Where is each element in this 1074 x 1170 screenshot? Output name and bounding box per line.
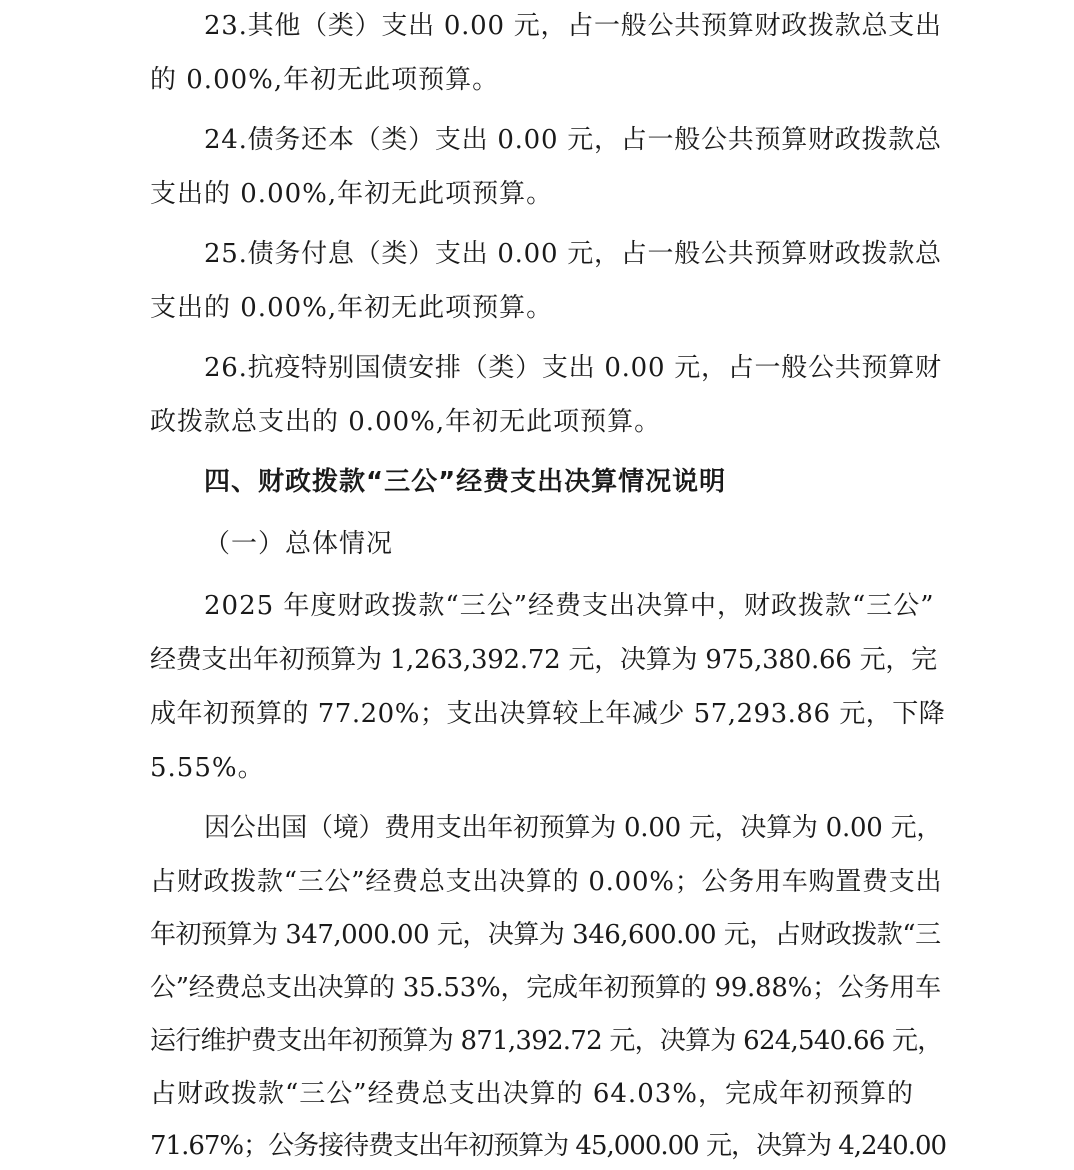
para1-line-3: 成年初预算的 77.20%；支出决算较上年减少 57,293.86 元，下降 [150, 699, 946, 729]
para1-line-2: 经费支出年初预算为 1,263,392.72 元，决算为 975,380.66 元，完 [150, 645, 937, 675]
para2-line-5: 运行维护费支出年初预算为 871,392.72 元，决算为 624,540.66 元， [150, 1026, 943, 1056]
item-23-line-2: 的 0.00%,年初无此项预算。 [150, 65, 500, 95]
section-heading: 四、财政拨款“三公”经费支出决算情况说明 [204, 467, 727, 497]
item-24-line-1: 24.债务还本（类）支出 0.00 元，占一般公共预算财政拨款总 [204, 125, 942, 155]
item-26-line-2: 政拨款总支出的 0.00%,年初无此项预算。 [150, 407, 662, 437]
item-23-line-1: 23.其他（类）支出 0.00 元，占一般公共预算财政拨款总支出 [204, 11, 942, 41]
para2-line-6: 占财政拨款“三公”经费总支出决算的 64.03%，完成年初预算的 [150, 1079, 914, 1109]
sub-heading: （一）总体情况 [204, 529, 394, 559]
para2-line-4: 公”经费总支出决算的 35.53%，完成年初预算的 99.88%；公务用车 [150, 973, 941, 1003]
item-26-line-1: 26.抗疫特别国债安排（类）支出 0.00 元，占一般公共预算财 [204, 353, 942, 383]
para2-line-2: 占财政拨款“三公”经费总支出决算的 0.00%；公务用车购置费支出 [150, 867, 943, 897]
para2-line-3: 年初预算为 347,000.00 元，决算为 346,600.00 元，占财政拨款“三 [150, 920, 941, 950]
para1-line-1: 2025 年度财政拨款“三公”经费支出决算中，财政拨款“三公” [204, 591, 935, 621]
para2-line-7: 71.67%；公务接待费支出年初预算为 45,000.00 元，决算为 4,240.00 [150, 1131, 947, 1161]
item-25-line-2: 支出的 0.00%,年初无此项预算。 [150, 293, 554, 323]
para2-line-1: 因公出国（境）费用支出年初预算为 0.00 元，决算为 0.00 元， [204, 813, 943, 843]
item-25-line-1: 25.债务付息（类）支出 0.00 元，占一般公共预算财政拨款总 [204, 239, 942, 269]
item-24-line-2: 支出的 0.00%,年初无此项预算。 [150, 179, 554, 209]
para1-line-4: 5.55%。 [150, 753, 265, 783]
